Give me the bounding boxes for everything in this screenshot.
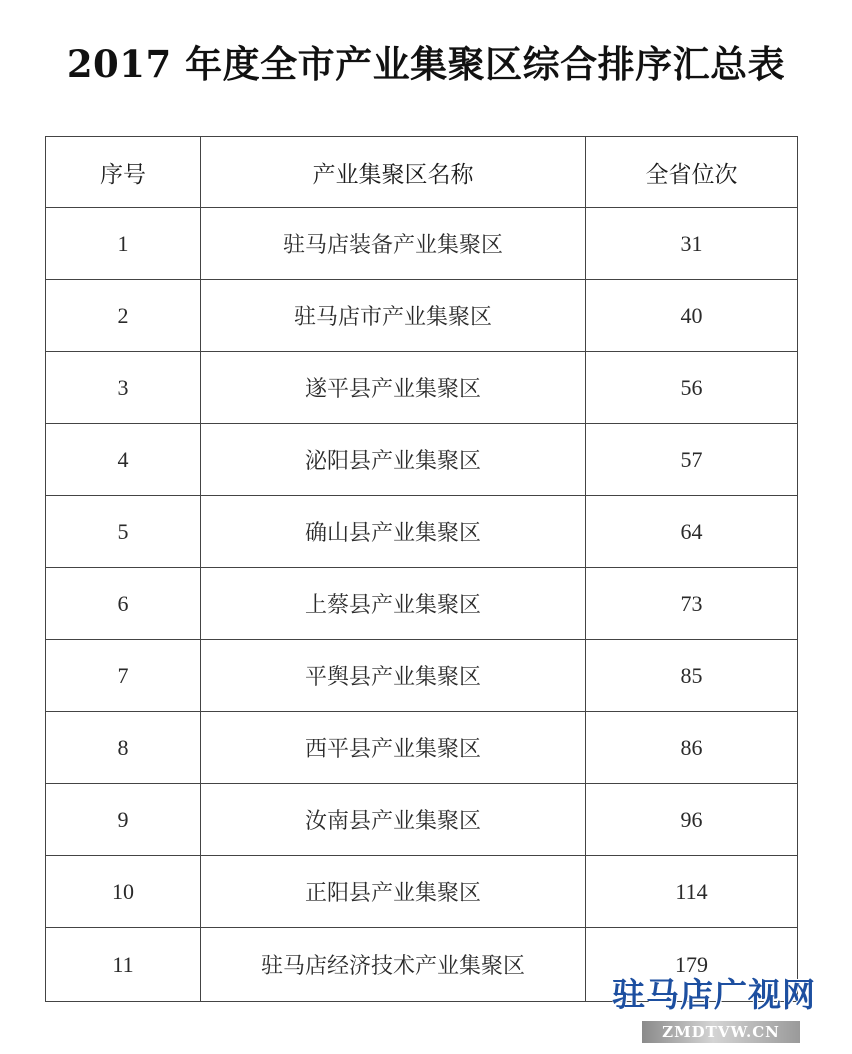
table-row <box>46 208 798 280</box>
table-row <box>46 640 798 712</box>
row-name: 平舆县产业集聚区 <box>201 640 586 712</box>
table-header-row <box>46 137 798 208</box>
row-name: 西平县产业集聚区 <box>201 712 586 784</box>
row-index: 11 <box>46 928 201 1002</box>
table-row <box>46 280 798 352</box>
row-rank: 57 <box>586 424 798 496</box>
watermark-domain-badge: ZMDTVW.CN <box>642 1021 800 1043</box>
row-index: 8 <box>46 712 201 784</box>
header-index: 序号 <box>46 137 201 208</box>
row-rank: 85 <box>586 640 798 712</box>
table-row <box>46 712 798 784</box>
row-name: 遂平县产业集聚区 <box>201 352 586 424</box>
row-rank: 64 <box>586 496 798 568</box>
row-index: 9 <box>46 784 201 856</box>
row-index: 3 <box>46 352 201 424</box>
row-name: 泌阳县产业集聚区 <box>201 424 586 496</box>
row-index: 4 <box>46 424 201 496</box>
page-title: 2017 年度全市产业集聚区综合排序汇总表 <box>66 42 786 86</box>
table-row <box>46 784 798 856</box>
table-row <box>46 424 798 496</box>
row-index: 2 <box>46 280 201 352</box>
row-index: 6 <box>46 568 201 640</box>
row-name: 驻马店经济技术产业集聚区 <box>201 928 586 1002</box>
row-name: 驻马店市产业集聚区 <box>201 280 586 352</box>
row-rank: 114 <box>586 856 798 928</box>
table-row <box>46 352 798 424</box>
row-rank: 96 <box>586 784 798 856</box>
row-rank: 73 <box>586 568 798 640</box>
row-index: 1 <box>46 208 201 280</box>
row-index: 10 <box>46 856 201 928</box>
table-row <box>46 496 798 568</box>
row-rank: 40 <box>586 280 798 352</box>
site-watermark <box>612 975 827 1043</box>
row-rank: 86 <box>586 712 798 784</box>
row-rank: 179 <box>586 928 798 1002</box>
watermark-brand-text: 驻马店广视网 <box>612 975 816 1014</box>
row-name: 汝南县产业集聚区 <box>201 784 586 856</box>
row-rank: 31 <box>586 208 798 280</box>
row-name: 确山县产业集聚区 <box>201 496 586 568</box>
row-index: 7 <box>46 640 201 712</box>
header-name: 产业集聚区名称 <box>201 137 586 208</box>
table-row <box>46 856 798 928</box>
ranking-table <box>45 136 798 1002</box>
row-name: 上蔡县产业集聚区 <box>201 568 586 640</box>
row-name: 正阳县产业集聚区 <box>201 856 586 928</box>
row-rank: 56 <box>586 352 798 424</box>
row-index: 5 <box>46 496 201 568</box>
table-row <box>46 568 798 640</box>
row-name: 驻马店装备产业集聚区 <box>201 208 586 280</box>
header-rank: 全省位次 <box>586 137 798 208</box>
